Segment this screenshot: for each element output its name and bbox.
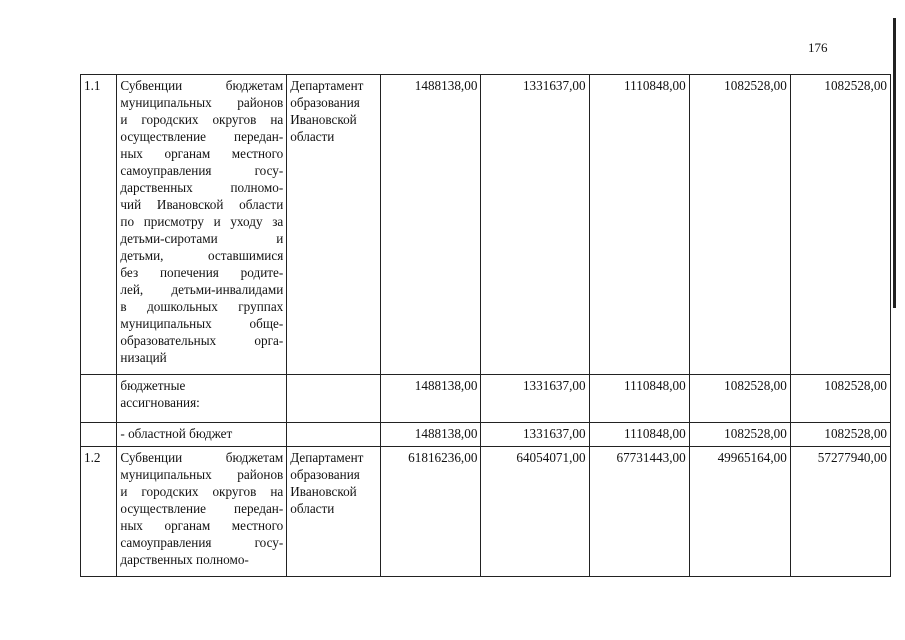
- amount-cell: 49965164,00: [689, 447, 790, 577]
- description-line: и городских округов на: [120, 112, 284, 127]
- description-line: лей, детьми-инвалидами: [120, 282, 284, 297]
- department-cell: [287, 423, 381, 447]
- amount-cell: 1110848,00: [589, 423, 689, 447]
- amount-cell: 1110848,00: [589, 75, 689, 375]
- table-row: [81, 423, 891, 447]
- description-line: по присмотру и уходу за: [120, 214, 284, 229]
- description-line: Субвенции бюджетам: [120, 450, 284, 465]
- description-line: детьми, оставшимися: [120, 248, 284, 263]
- description-line: - областной бюджет: [120, 426, 233, 441]
- description-cell: [117, 447, 287, 577]
- description-line: Субвенции бюджетам: [120, 78, 284, 93]
- row-number-cell: [81, 375, 117, 423]
- description-line: муниципальных районов: [120, 467, 284, 482]
- table-row: [81, 375, 891, 423]
- amount-cell: 1082528,00: [689, 423, 790, 447]
- department-cell: [287, 75, 381, 375]
- amount-cell: 1082528,00: [689, 75, 790, 375]
- table-row: [81, 75, 891, 375]
- description-line: бюджетные: [120, 378, 186, 393]
- amount-cell: 1082528,00: [689, 375, 790, 423]
- department-line: образования: [290, 467, 360, 482]
- description-line: дарственных полномо-: [120, 552, 249, 567]
- amount-cell: 1082528,00: [790, 375, 890, 423]
- department-cell: [287, 375, 381, 423]
- description-line: низаций: [120, 350, 167, 365]
- amount-cell: 67731443,00: [589, 447, 689, 577]
- department-line: Департамент: [290, 78, 364, 93]
- amount-cell: 57277940,00: [790, 447, 890, 577]
- department-line: Департамент: [290, 450, 364, 465]
- description-line: самоуправления госу-: [120, 163, 284, 178]
- margin-rule: [893, 18, 896, 308]
- row-number-cell: [81, 423, 117, 447]
- department-line: Ивановской: [290, 484, 357, 499]
- amount-cell: 1488138,00: [381, 423, 481, 447]
- amount-cell: 1331637,00: [481, 375, 589, 423]
- amount-cell: 1110848,00: [589, 375, 689, 423]
- department-line: области: [290, 129, 335, 144]
- description-line: ных органам местного: [120, 146, 284, 161]
- description-line: самоуправления госу-: [120, 535, 284, 550]
- row-number-cell: 1.2: [81, 447, 117, 577]
- budget-table: [80, 74, 891, 577]
- amount-cell: 1488138,00: [381, 75, 481, 375]
- amount-cell: 61816236,00: [381, 447, 481, 577]
- description-line: дарственных полномо-: [120, 180, 284, 195]
- description-line: ных органам местного: [120, 518, 284, 533]
- row-number-cell: 1.1: [81, 75, 117, 375]
- department-line: области: [290, 501, 335, 516]
- department-line: Ивановской: [290, 112, 357, 127]
- description-line: муниципальных районов: [120, 95, 284, 110]
- table-row: [81, 447, 891, 577]
- description-cell: [117, 375, 287, 423]
- description-line: образовательных орга-: [120, 333, 284, 348]
- page-number: 176: [808, 40, 828, 55]
- description-cell: [117, 75, 287, 375]
- department-cell: [287, 447, 381, 577]
- description-line: детьми-сиротами и: [120, 231, 284, 246]
- description-cell: [117, 423, 287, 447]
- description-line: и городских округов на: [120, 484, 284, 499]
- department-line: образования: [290, 95, 360, 110]
- amount-cell: 1488138,00: [381, 375, 481, 423]
- description-line: ассигнования:: [120, 395, 200, 410]
- amount-cell: 1082528,00: [790, 75, 890, 375]
- description-line: осуществление передан-: [120, 129, 284, 144]
- amount-cell: 64054071,00: [481, 447, 589, 577]
- description-line: в дошкольных группах: [120, 299, 284, 314]
- amount-cell: 1331637,00: [481, 423, 589, 447]
- amount-cell: 1331637,00: [481, 75, 589, 375]
- description-line: без попечения родите-: [120, 265, 284, 280]
- description-line: осуществление передан-: [120, 501, 284, 516]
- amount-cell: 1082528,00: [790, 423, 890, 447]
- description-line: чий Ивановской области: [120, 197, 284, 212]
- description-line: муниципальных обще-: [120, 316, 284, 331]
